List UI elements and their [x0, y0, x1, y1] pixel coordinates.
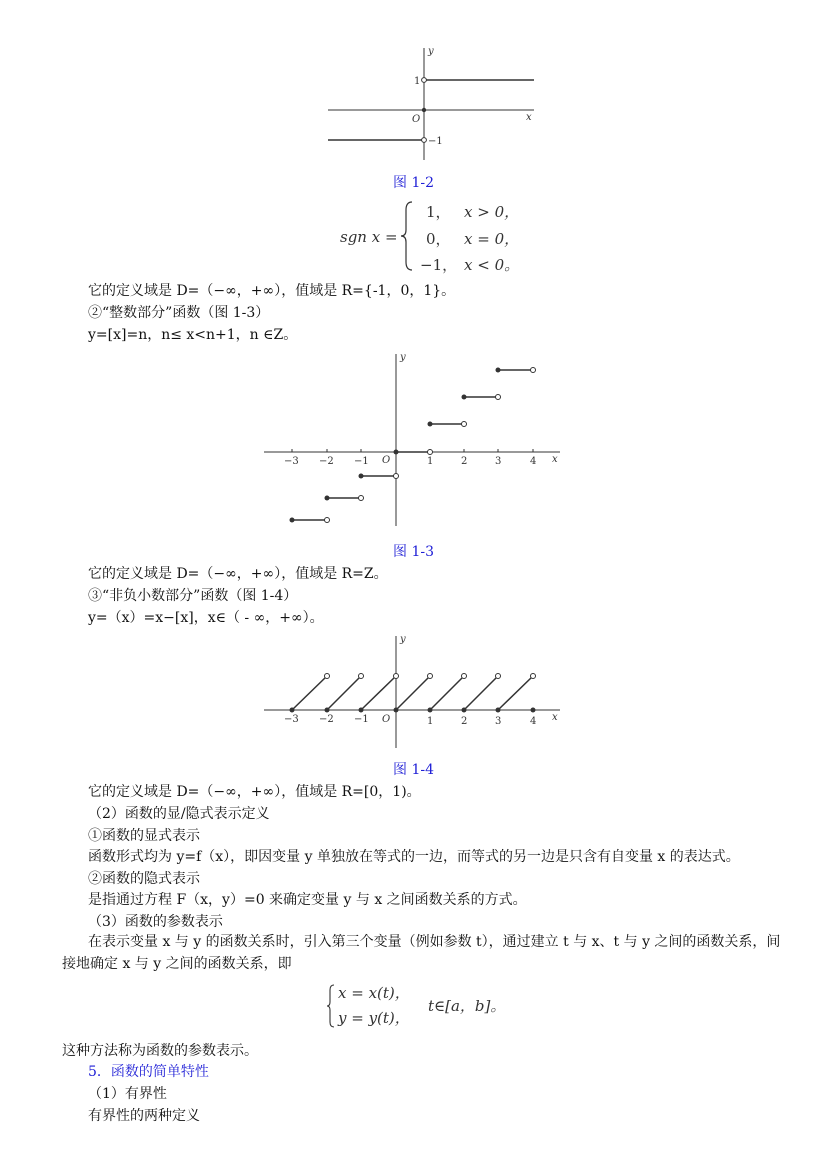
tick-label-m2: −2 [319, 456, 334, 467]
sgn-row2-value: 0， [426, 230, 451, 248]
text-line-6: y=（x）=x−[x]，x∈（ - ∞，+∞）。 [88, 610, 324, 626]
open-points [325, 368, 536, 523]
tick-label-2: 2 [461, 456, 468, 467]
tick-label-2: 2 [461, 716, 468, 727]
text-line-4: 它的定义域是 D=（−∞，+∞），值域是 R=Z。 [88, 566, 388, 582]
brace [400, 200, 414, 272]
text-paragraph-14: 在表示变量 x 与 y 的函数关系时，引入第三个变量（例如参数 t），通过建立 t 与 x、t 与 y 之间的函数关系，间接地确定 x 与 y 之间的函数关系，即 [62, 934, 781, 972]
sgn-row1-cond: x > 0， [464, 203, 520, 221]
x-axis-label: x [526, 112, 532, 123]
x-axis-label: x [552, 454, 558, 465]
sgn-row3-value: −1， [420, 256, 458, 274]
figure-1-4-caption: 图 1-4 [393, 762, 434, 778]
origin-label: O [412, 114, 421, 125]
sgn-formula [340, 198, 540, 274]
origin-label: O [382, 455, 391, 466]
tick-label-1: 1 [427, 456, 434, 467]
tick-label-m1: −1 [354, 456, 369, 467]
text-line-1: 它的定义域是 D=（−∞，+∞），值域是 R={-1，0，1}。 [88, 283, 456, 299]
open-points [325, 674, 536, 679]
y-axis-label: y [400, 352, 406, 363]
open-point-upper [422, 78, 427, 83]
tick-label-4: 4 [530, 456, 537, 467]
parametric-formula [326, 982, 526, 1030]
figure-1-3 [258, 350, 568, 530]
text-line-15: 这种方法称为函数的参数表示。 [62, 1043, 258, 1059]
origin-point [422, 108, 426, 112]
tick-label-1: 1 [427, 716, 434, 727]
sgn-row3-cond: x < 0。 [464, 256, 520, 274]
text-line-13: （3）函数的参数表示 [88, 914, 223, 930]
tick-label-m3: −3 [284, 714, 299, 725]
y-axis-label: y [400, 634, 406, 645]
text-line-8: （2）函数的显/隐式表示定义 [88, 806, 270, 822]
sawtooth-segments [292, 676, 533, 710]
figure-1-2 [320, 42, 540, 164]
text-line-7: 它的定义域是 D=（−∞，+∞），值域是 R=[0，1)。 [88, 784, 421, 800]
origin-label: O [382, 714, 391, 725]
text-line-12: 是指通过方程 F（x，y）=0 来确定变量 y 与 x 之间函数关系的方式。 [88, 892, 527, 908]
brace [326, 984, 336, 1028]
sgn-row1-value: 1， [426, 203, 451, 221]
section-heading-5: 5．函数的简单特性 [88, 1064, 209, 1080]
tick-label-1: 1 [414, 76, 421, 87]
tick-label-minus1: −1 [428, 136, 443, 147]
tick-label-3: 3 [495, 456, 502, 467]
text-line-3: y=[x]=n，n≤ x<n+1，n ∈Z。 [88, 327, 298, 343]
param-range: t∈[a，b]。 [428, 997, 506, 1015]
tick-label-m3: −3 [284, 456, 299, 467]
figure-1-3-caption: 图 1-3 [393, 544, 434, 560]
y-axis-label: y [428, 46, 434, 57]
open-point-lower [422, 138, 427, 143]
text-line-5: ③“非负小数部分”函数（图 1-4） [88, 588, 298, 604]
tick-label-m2: −2 [319, 714, 334, 725]
text-line-2: ②“整数部分”函数（图 1-3） [88, 305, 270, 321]
text-line-18: 有界性的两种定义 [88, 1108, 200, 1124]
text-line-11: ②函数的隐式表示 [88, 871, 200, 887]
param-row-x: x = x(t)， [338, 984, 410, 1002]
param-row-y: y = y(t)， [338, 1009, 410, 1027]
sgn-row2-cond: x = 0， [464, 230, 520, 248]
x-axis-label: x [552, 712, 558, 723]
figure-1-2-caption: 图 1-2 [393, 175, 434, 191]
text-line-17: （1）有界性 [88, 1086, 167, 1102]
text-line-10: 函数形式均为 y=f（x），即因变量 y 单独放在等式的一边，而等式的另一边是只含有自变量 x 的表达式。 [88, 849, 740, 865]
tick-label-4: 4 [530, 716, 537, 727]
figure-1-4 [258, 632, 568, 752]
tick-label-m1: −1 [354, 714, 369, 725]
tick-label-3: 3 [495, 716, 502, 727]
text-line-9: ①函数的显式表示 [88, 828, 200, 844]
closed-points [290, 368, 501, 523]
sgn-lhs: sgn x = [340, 228, 398, 246]
